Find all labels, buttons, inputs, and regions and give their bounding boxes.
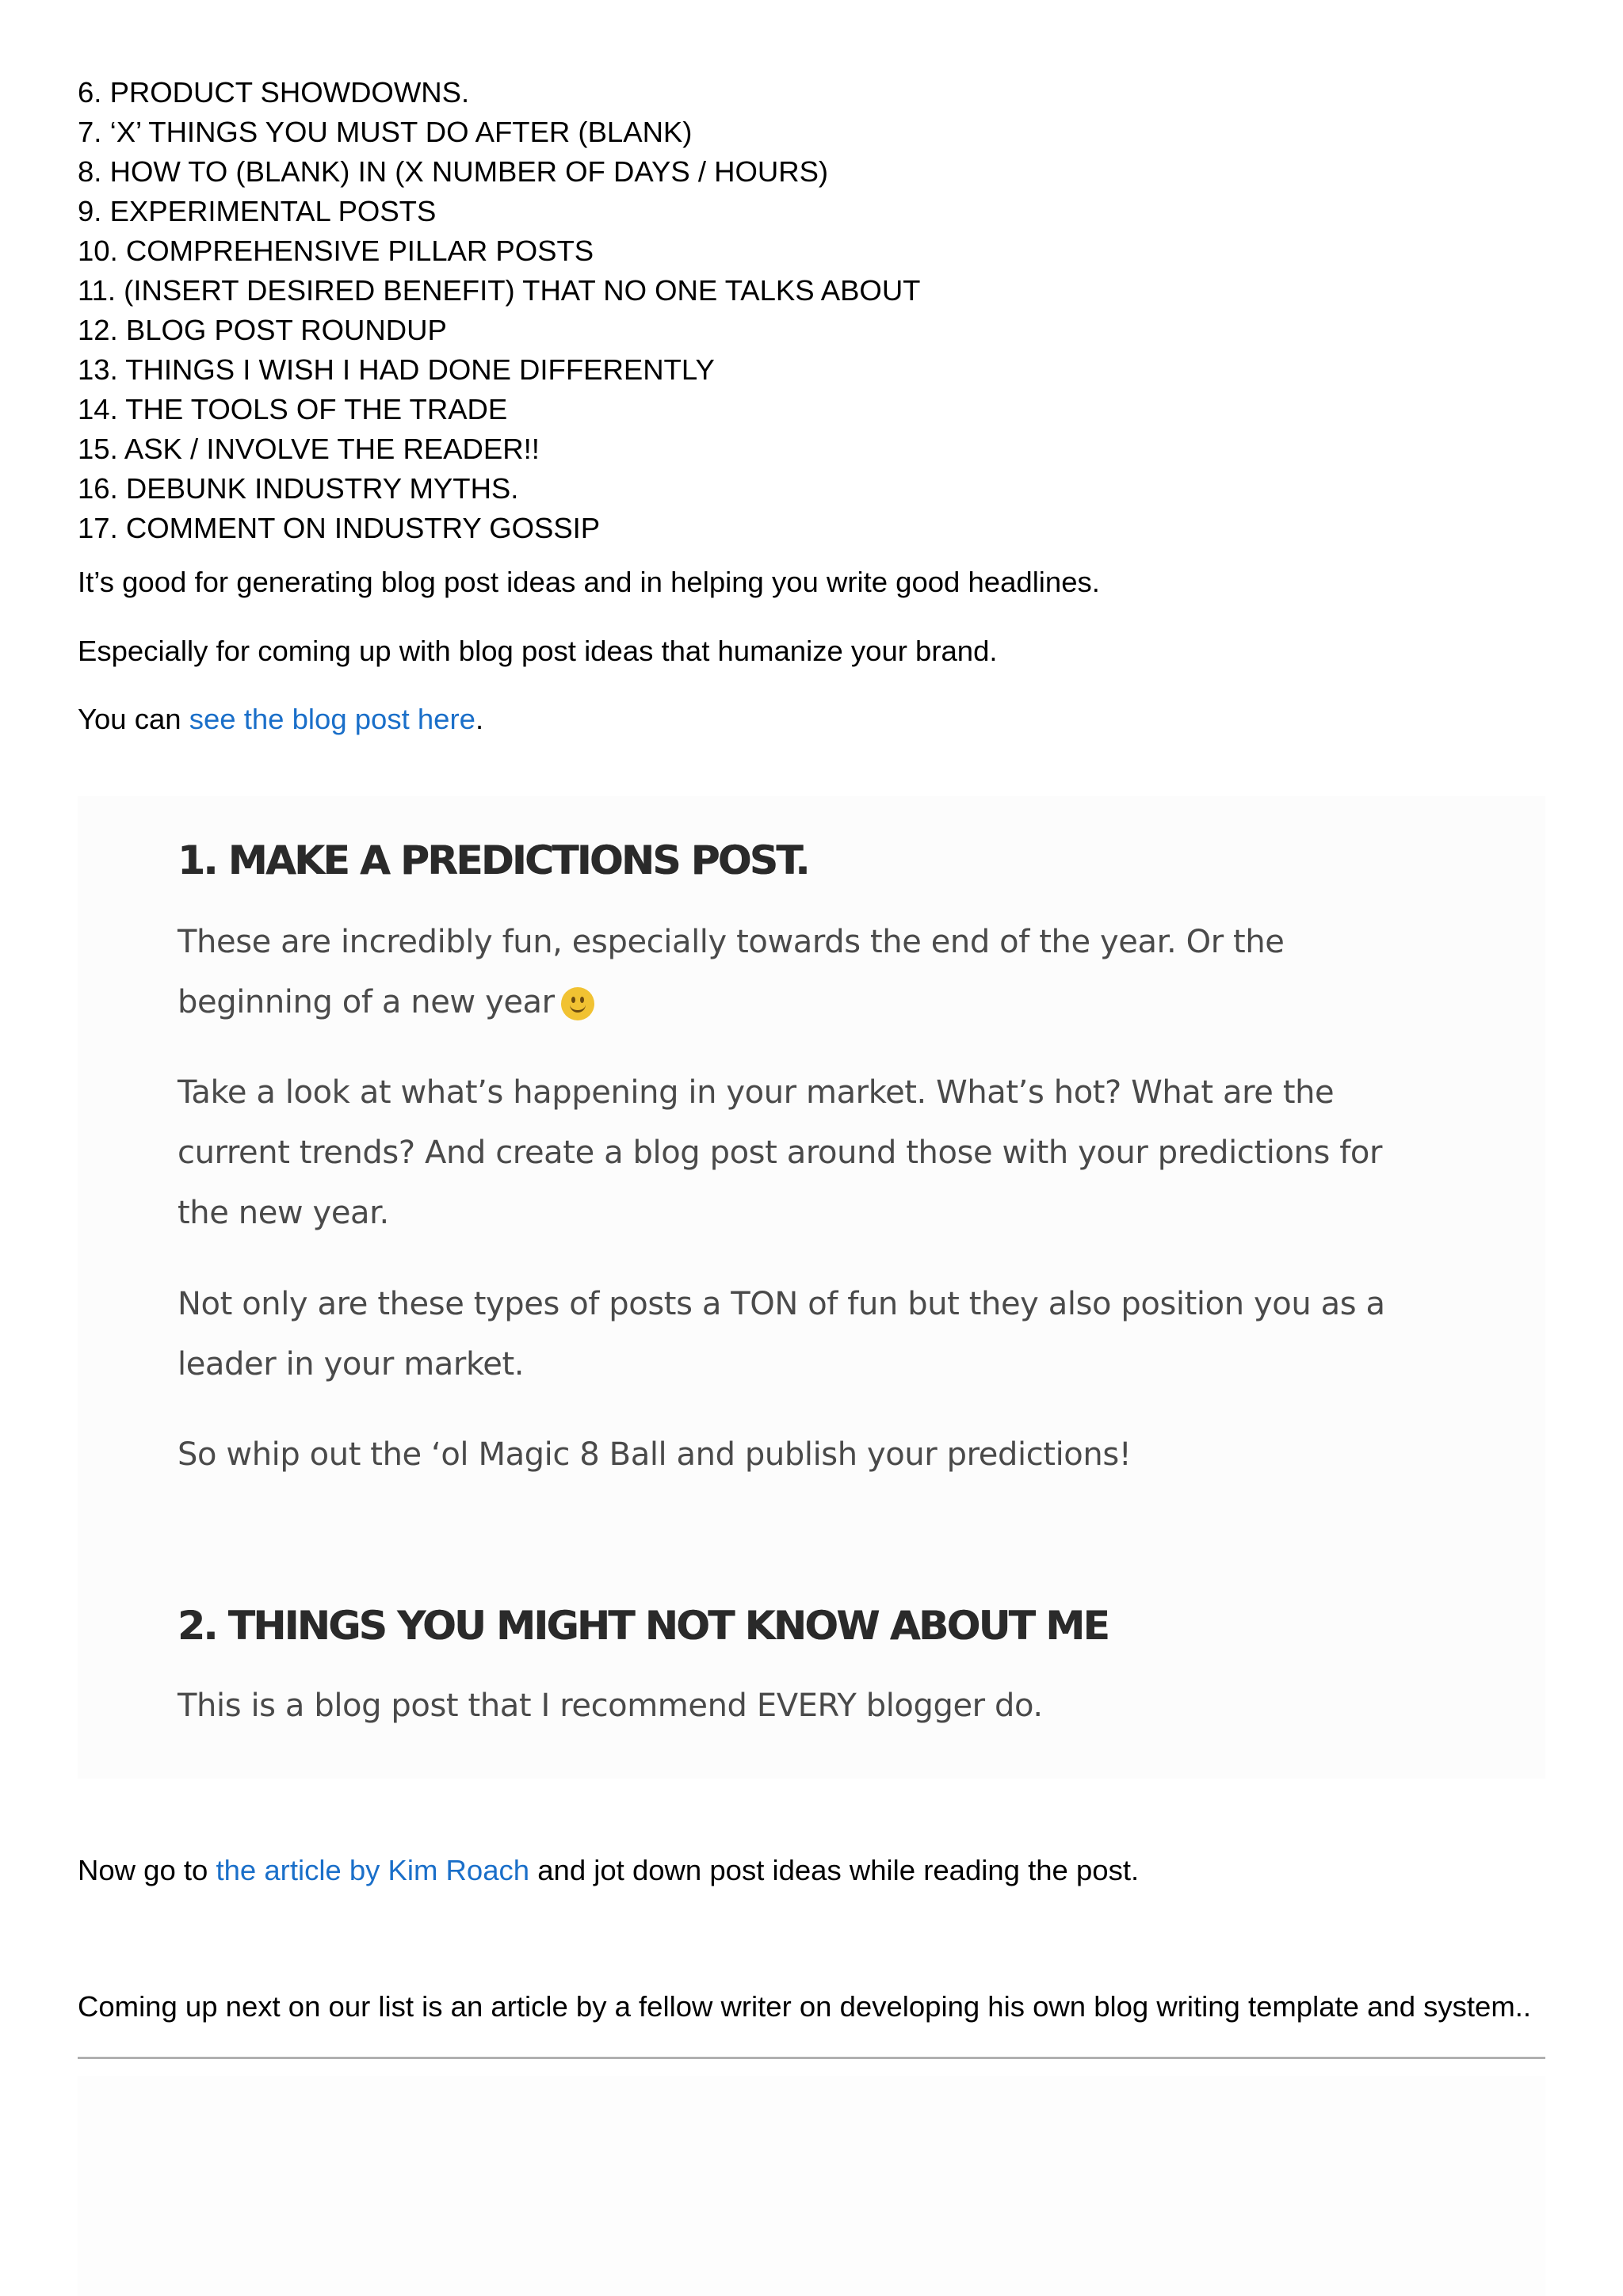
paragraph-headlines: It’s good for generating blog post ideas and in helping you write good headlines. xyxy=(78,566,1100,598)
document-body xyxy=(78,73,1545,735)
list-item: 9. EXPERIMENTAL POSTS xyxy=(78,195,437,227)
screenshot-line: current trends? And create a blog post around those with your predictions for xyxy=(178,1135,1383,1171)
paragraph-coming-up: Coming up next on our list is an article by a fellow writer on developing his own blog writing template and system.. xyxy=(78,1990,1532,2023)
paragraph-see-post xyxy=(78,700,483,739)
list-item: 15. ASK / INVOLVE THE READER!! xyxy=(78,433,540,465)
paragraph-text: You can xyxy=(78,703,189,735)
paragraph-text: Now go to xyxy=(78,1854,216,1886)
smiley-emoji-icon xyxy=(561,987,594,1020)
screenshot-line: the new year. xyxy=(178,1195,389,1231)
screenshot-paragraph-2 xyxy=(178,1062,1541,1243)
kim-roach-article-link[interactable]: the article by Kim Roach xyxy=(216,1854,530,1886)
paragraph-kim-roach xyxy=(78,1851,1139,1890)
blank-image-area xyxy=(78,2076,1545,2296)
screenshot-line: beginning of a new year xyxy=(178,984,555,1020)
screenshot-paragraph-1 xyxy=(178,912,1541,1032)
paragraph-humanize: Especially for coming up with blog post ideas that humanize your brand. xyxy=(78,635,998,667)
embedded-blog-screenshot xyxy=(78,796,1545,1779)
screenshot-line: Take a look at what’s happening in your market. What’s hot? What are the xyxy=(178,1074,1335,1111)
paragraph-text: and jot down post ideas while reading the post. xyxy=(529,1854,1140,1886)
screenshot-line-with-emoji xyxy=(178,972,1541,1032)
paragraph-text: . xyxy=(475,703,484,735)
list-item: 17. COMMENT ON INDUSTRY GOSSIP xyxy=(78,512,601,544)
list-item: 14. THE TOOLS OF THE TRADE xyxy=(78,393,508,425)
screenshot-paragraph-3 xyxy=(178,1274,1541,1394)
screenshot-paragraph-5: This is a blog post that I recommend EVERY blogger do. xyxy=(178,1688,1043,1724)
list-item: 11. (INSERT DESIRED BENEFIT) THAT NO ONE TALKS ABOUT xyxy=(78,274,921,307)
list-item: 12. BLOG POST ROUNDUP xyxy=(78,314,447,346)
list-item: 10. COMPREHENSIVE PILLAR POSTS xyxy=(78,235,594,267)
screenshot-line: Not only are these types of posts a TON of fun but they also position you as a xyxy=(178,1286,1385,1322)
screenshot-line: leader in your market. xyxy=(178,1346,525,1383)
list-item: 13. THINGS I WISH I HAD DONE DIFFERENTLY xyxy=(78,353,715,386)
list-item: 16. DEBUNK INDUSTRY MYTHS. xyxy=(78,472,519,505)
screenshot-line: These are incredibly fun, especially towards the end of the year. Or the xyxy=(178,924,1285,960)
blog-post-link[interactable]: see the blog post here xyxy=(189,703,475,735)
idea-list xyxy=(78,73,1545,548)
list-item: 6. PRODUCT SHOWDOWNS. xyxy=(78,76,470,109)
list-item: 7. ‘X’ THINGS YOU MUST DO AFTER (BLANK) xyxy=(78,116,693,148)
horizontal-divider xyxy=(78,2057,1545,2059)
screenshot-heading-2: 2. THINGS YOU MIGHT NOT KNOW ABOUT ME xyxy=(178,1603,1109,1649)
list-item: 8. HOW TO (BLANK) IN (X NUMBER OF DAYS / HOURS) xyxy=(78,155,829,188)
screenshot-heading-1: 1. MAKE A PREDICTIONS POST. xyxy=(178,837,808,883)
screenshot-paragraph-4: So whip out the ‘ol Magic 8 Ball and publish your predictions! xyxy=(178,1436,1132,1473)
